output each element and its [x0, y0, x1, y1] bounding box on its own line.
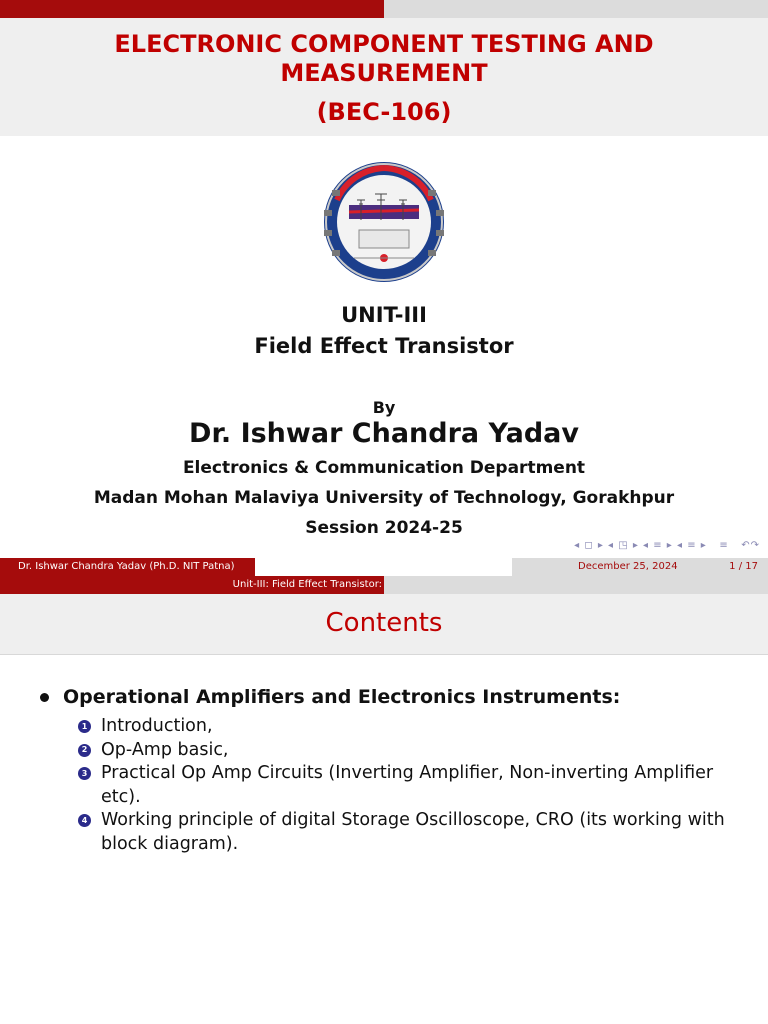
enum-badge-icon: 4: [78, 814, 91, 827]
course-code: (BEC-106): [316, 98, 452, 126]
topic-label: Field Effect Transistor: [254, 334, 514, 358]
top-bar-left: [0, 0, 384, 18]
university-seal-logo: [309, 160, 459, 285]
footer-middle: [255, 558, 512, 576]
list-item: [78, 762, 758, 809]
top-navigation-bar: [0, 0, 768, 18]
section-header-right: [384, 576, 768, 594]
main-bullet-text: Operational Amplifiers and Electronics Instruments:: [63, 686, 621, 708]
list-item: [78, 715, 758, 739]
course-title-line2: MEASUREMENT: [280, 59, 488, 87]
enum-badge-icon: 1: [78, 720, 91, 733]
enum-badge-icon: 2: [78, 744, 91, 757]
top-bar-right: [384, 0, 768, 18]
list-item-text: Introduction,: [101, 716, 213, 736]
course-title-line1: ELECTRONIC COMPONENT TESTING AND: [114, 30, 654, 58]
footer-right: [512, 558, 768, 576]
university-label: Madan Mohan Malaviya University of Technology, Gorakhpur: [93, 488, 675, 508]
session-label: Session 2024-25: [305, 518, 463, 538]
list-item: [78, 809, 758, 856]
title-block: [0, 18, 768, 136]
contents-title-band: [0, 594, 768, 655]
beamer-navigation-symbols[interactable]: ◂ ◻ ▸ ◂ ◳ ▸ ◂ ≡ ▸ ◂ ≡ ▸ ≡ ↶↷: [574, 540, 760, 551]
list-item-text: Practical Op Amp Circuits (Inverting Amplifier, Non-inverting Amplifier etc).: [101, 763, 714, 807]
author-name: Dr. Ishwar Chandra Yadav: [189, 418, 579, 449]
slide-footer: [0, 558, 768, 576]
footer-date: December 25, 2024: [578, 561, 678, 572]
footer-author: Dr. Ishwar Chandra Yadav (Ph.D. NIT Patna): [0, 558, 255, 576]
unit-label: UNIT-III: [341, 303, 427, 327]
department-label: Electronics & Communication Department: [182, 458, 586, 478]
contents-title: Contents: [325, 608, 443, 638]
list-item-text: Op-Amp basic,: [101, 739, 229, 760]
section-header-text: Unit-III: Field Effect Transistor:: [0, 576, 384, 594]
footer-page-number: 1 / 17: [729, 561, 758, 572]
main-bullet: [40, 686, 620, 708]
section-header-bar: [0, 576, 768, 594]
course-title: [0, 30, 768, 88]
list-item-text: Working principle of digital Storage Oscilloscope, CRO (its working with block diagram).: [101, 810, 725, 854]
enum-badge-icon: 3: [78, 767, 91, 780]
bullet-dot-icon: [40, 693, 49, 702]
by-label: By: [372, 398, 396, 417]
list-item: [78, 739, 758, 763]
contents-list: [78, 715, 758, 856]
